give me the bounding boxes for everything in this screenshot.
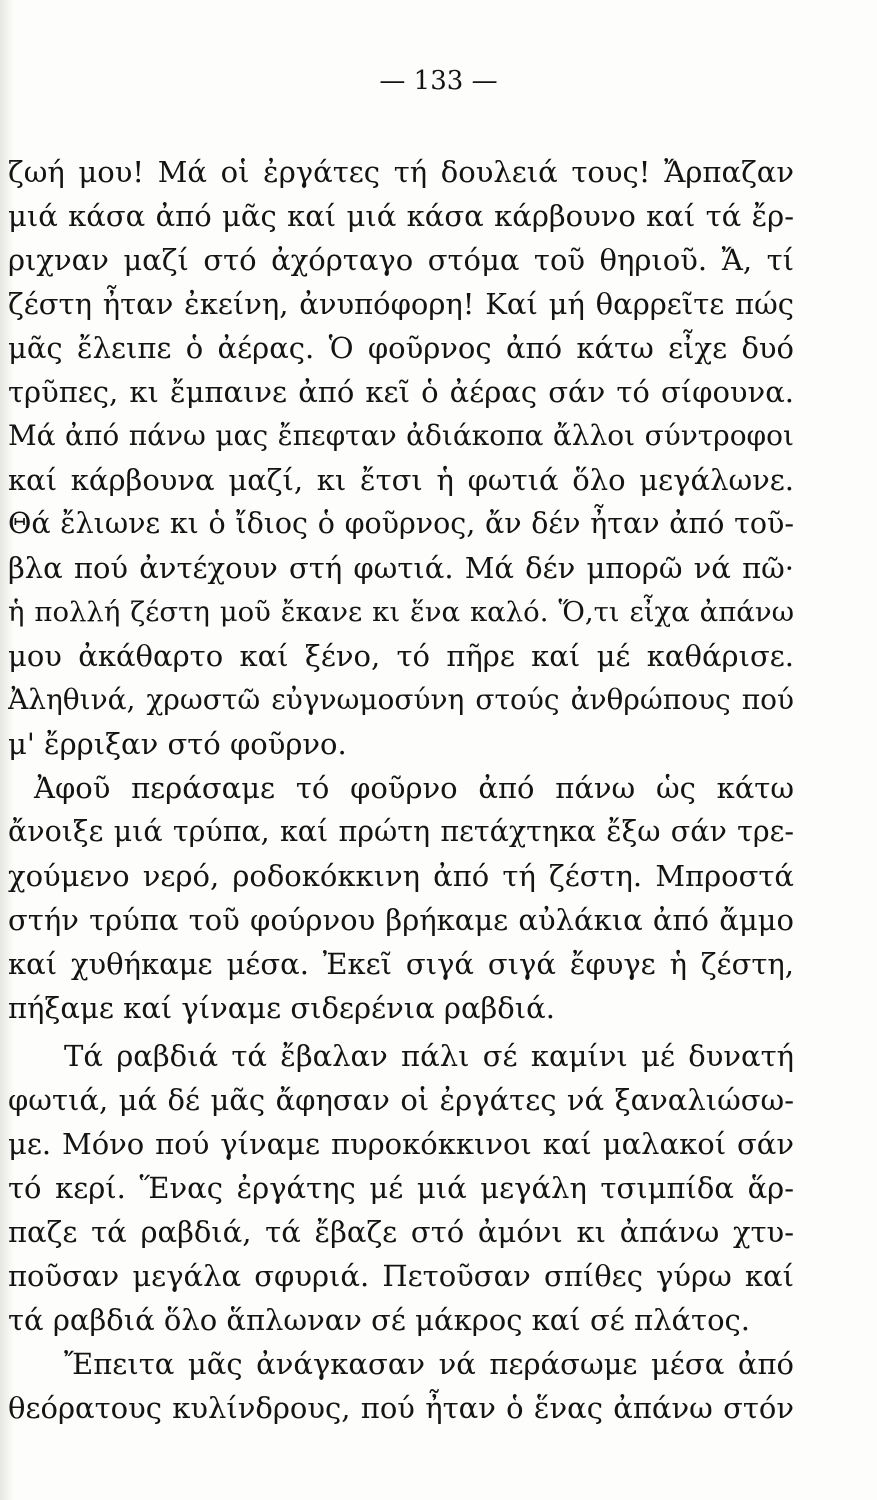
text-line: Μά ἀπό πάνω μας ἔπεφταν ἀδιάκοπα ἄλλοι σύντροφοι	[8, 419, 794, 452]
text-line: ποῦσαν μεγάλα σφυριά. Πετοῦσαν σπίθες γύρω καί	[8, 1259, 794, 1293]
text-line: μ' ἔρριξαν στό φοῦρνο.	[8, 727, 347, 761]
text-line: στήν τρύπα τοῦ φούρνου βρήκαμε αὐλάκια ἀπό ἄμμο	[8, 903, 794, 937]
text-line: τό κερί. Ἕνας ἐργάτης μέ μιά μεγάλη τσιμπίδα ἅρ-	[8, 1171, 794, 1205]
text-line: τά ραβδιά ὅλο ἅπλωναν σέ μάκρος καί σέ πλάτος.	[8, 1303, 751, 1337]
paragraph-3	[8, 1034, 794, 1430]
text-line: ζωή μου! Μά οἱ ἐργάτες τή δουλειά τους! Ἄρπαζαν	[8, 155, 794, 189]
text-line: φωτιά, μά δέ μᾶς ἄφησαν οἱ ἐργάτες νά ξαναλιώσω-	[8, 1083, 794, 1117]
text-line: τρῦπες, κι ἔμπαινε ἀπό κεῖ ὁ ἀέρας σάν τό σίφουνα.	[8, 375, 794, 409]
text-line: Ἀφοῦ περάσαμε τό φοῦρνο ἀπό πάνω ὡς κάτω	[34, 771, 794, 805]
text-line: Ἔπειτα μᾶς ἀνάγκασαν νά περάσωμε μέσα ἀπό	[64, 1347, 794, 1381]
page-number: — 133 —	[379, 66, 498, 96]
text-line: ριχναν μαζί στό ἀχόρταγο στόμα τοῦ θηριοῦ. Ἄ, τί	[8, 243, 794, 277]
text-line: θεόρατους κυλίνδρους, πού ἦταν ὁ ἕνας ἀπάνω στόν	[8, 1391, 794, 1425]
text-line: ζέστη ἦταν ἐκείνη, ἀνυπόφορη! Καί μή θαρρεῖτε πώς	[8, 287, 794, 321]
text-line: καί κάρβουνα μαζί, κι ἔτσι ἡ φωτιά ὅλο μεγάλωνε.	[8, 463, 794, 497]
text-line: χούμενο νερό, ροδοκόκκινη ἀπό τή ζέστη. Μπροστά	[8, 859, 794, 893]
text-line: μᾶς ἔλειπε ὁ ἀέρας. Ὁ φοῦρνος ἀπό κάτω εἶχε δυό	[8, 331, 794, 365]
text-line: Ἀληθινά, χρωστῶ εὐγνωμοσύνη στούς ἀνθρώπους πού	[8, 683, 794, 716]
text-line: ἡ πολλή ζέστη μοῦ ἔκανε κι ἕνα καλό. Ὅ,τι εἶχα ἀπάνω	[8, 596, 794, 628]
paragraph-2	[8, 766, 794, 1030]
text-line: καί χυθήκαμε μέσα. Ἐκεῖ σιγά σιγά ἔφυγε ἡ ζέστη,	[8, 947, 794, 981]
paragraph-1	[8, 150, 794, 766]
text-line: μου ἀκάθαρτο καί ξένο, τό πῆρε καί μέ καθάρισε.	[8, 639, 794, 673]
text-line: παζε τά ραβδιά, τά ἔβαζε στό ἀμόνι κι ἀπάνω χτυ-	[8, 1215, 794, 1249]
text-line: Θά ἔλιωνε κι ὁ ἴδιος ὁ φοῦρνος, ἄν δέν ἦταν ἀπό τοῦ-	[8, 507, 794, 540]
text-line: με. Μόνο πού γίναμε πυροκόκκινοι καί μαλακοί σάν	[8, 1127, 794, 1161]
text-line: Τά ραβδιά τά ἔβαλαν πάλι σέ καμίνι μέ δυνατή	[64, 1039, 794, 1073]
text-line: πήξαμε καί γίναμε σιδερένια ραβδιά.	[8, 991, 555, 1025]
text-line: βλα πού ἀντέχουν στή φωτιά. Μά δέν μπορῶ νά πῶ·	[8, 551, 794, 585]
text-line: μιά κάσα ἀπό μᾶς καί μιά κάσα κάρβουνο καί τά ἔρ-	[8, 199, 794, 233]
text-line: ἄνοιξε μιά τρύπα, καί πρώτη πετάχτηκα ἔξω σάν τρε-	[8, 815, 794, 848]
